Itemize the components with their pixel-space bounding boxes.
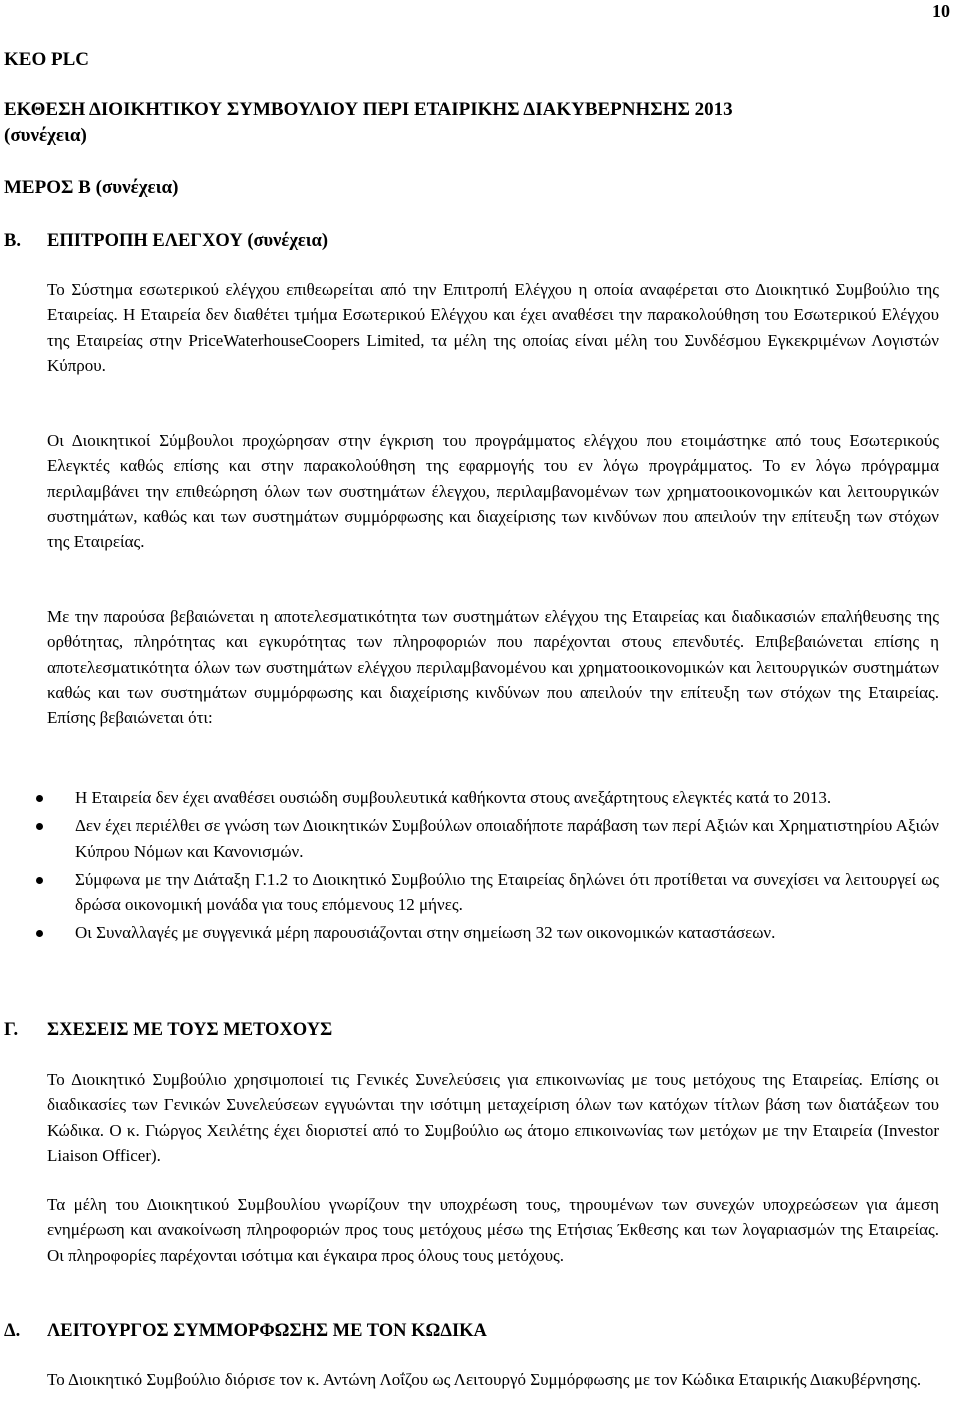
list-item-text: Η Εταιρεία δεν έχει αναθέσει ουσιώδη συμβουλευτικά καθήκοντα στους ανεξάρτητους ελεγκτές κατά το 2013. (75, 788, 832, 807)
list-item (0, 785, 960, 810)
section-d-title: ΛΕΙΤΟΥΡΓΟΣ ΣΥΜΜΟΡΦΩΣΗΣ ΜΕ ΤΟΝ ΚΩΔΙΚΑ (47, 1321, 487, 1341)
list-item (0, 920, 960, 945)
bullet-icon (36, 795, 43, 802)
list-item (0, 867, 960, 918)
section-d-paragraph-1: Το Διοικητικό Συμβούλιο διόρισε τον κ. Αντώνη Λοΐζου ως Λειτουργό Συμμόρφωσης με τον Κώδικα Εταιρικής Διακυβέρνησης. (47, 1370, 922, 1389)
list-item-text: Δεν έχει περιέλθει σε γνώση των Διοικητικών Συμβούλων οποιαδήποτε παράβαση των περί Αξιών και Χρηματιστηρίου Αξιών Κύπρου Νόμων και Κανονισμών. (75, 816, 939, 861)
bullet-icon (36, 823, 43, 830)
confirmation-list (0, 785, 960, 946)
section-g-paragraph-1: Το Διοικητικό Συμβούλιο χρησιμοποιεί τις Γενικές Συνελεύσεις για επικοινωνίας με τους μετόχους της Εταιρείας. Επίσης οι διαδικασίες των Γενικών Συνελεύσεων εγγυώνται την ισότιμη μεταχείριση όλων των κατόχων τίτλων βάση των διατάξεων του Κώδικα. Ο κ. Γιώργος Χειλέτης έχει διοριστεί από το Συμβούλιο ως άτομο επικοινωνίας των μετόχων με την Εταιρεία (Investor Liaison Officer). (47, 1070, 939, 1165)
section-g-paragraph-2: Τα μέλη του Διοικητικού Συμβουλίου γνωρίζουν την υποχρέωση τους, τηρουμένων των συνεχών υποχρεώσεων για άμεση ενημέρωση και ανακοίνωση πληροφοριών προς τους μετόχους μέσω της Ετήσιας Έκθεσης και των λογαριασμών της Εταιρείας. Οι πληροφορίες παρέχονται ισότιμα και έγκαιρα προς όλους τους μετόχους. (47, 1195, 939, 1265)
report-title: ΕΚΘΕΣΗ ΔΙΟΙΚΗΤΙΚΟΥ ΣΥΜΒΟΥΛΙΟΥ ΠΕΡΙ ΕΤΑΙΡΙΚΗΣ ΔΙΑΚΥΒΕΡΝΗΣΗΣ 2013 (4, 99, 733, 120)
section-b-paragraph-1: Το Σύστημα εσωτερικού ελέγχου επιθεωρείται από την Επιτροπή Ελέγχου η οποία αναφέρεται στο Διοικητικό Συμβούλιο της Εταιρείας. Η Εταιρεία δεν διαθέτει τμήμα Εσωτερικού Ελέγχου και έχει αναθέσει την παρακολούθηση του Εσωτερικού Ελέγχου της Εταιρείας στην PriceWaterhouseCoopers Limited, τα μέλη της οποίας είναι μέλη του Συνδέσμου Εγκεκριμένων Λογιστών Κύπρου. (47, 280, 939, 375)
section-b-title: ΕΠΙΤΡΟΠΗ ΕΛΕΓΧΟΥ (συνέχεια) (47, 231, 328, 251)
list-item (0, 813, 960, 864)
bullet-icon (36, 930, 43, 937)
section-g-title: ΣΧΕΣΕΙΣ ΜΕ ΤΟΥΣ ΜΕΤΟΧΟΥΣ (47, 1020, 333, 1040)
page-number: 10 (932, 1, 950, 21)
section-d-letter: Δ. (4, 1321, 21, 1341)
list-item-text: Σύμφωνα με την Διάταξη Γ.1.2 το Διοικητικό Συμβούλιο της Εταιρείας δηλώνει ότι προτίθεται να συνεχίσει να λειτουργεί ως δρώσα οικονομική μονάδα για τους επόμενους 12 μήνες. (75, 869, 939, 915)
list-item-text: Οι Συναλλαγές με συγγενικά μέρη παρουσιάζονται στην σημείωση 32 των οικονομικών καταστάσεων. (75, 923, 776, 943)
company-name: KEO PLC (4, 49, 89, 70)
bullet-icon (36, 877, 43, 884)
report-title-continued: (συνέχεια) (4, 125, 87, 146)
section-b-paragraph-3: Με την παρούσα βεβαιώνεται η αποτελεσματικότητα των συστημάτων ελέγχου της Εταιρείας και διαδικασιών επαλήθευσης της ορθότητας, πληρότητας και εγκυρότητας των πληροφοριών που παρέχονται στους επενδυτές. Επιβεβαιώνεται επίσης η αποτελεσματικότητα όλων των συστημάτων ελέγχου περιλαμβανομένου και χρηματοοικονομικών και λειτουργικών συστημάτων καθώς και των συστημάτων συμμόρφωσης και διαχείρισης κινδύνων που απειλούν την επίτευξη των στόχων της Εταιρείας. Επίσης βεβαιώνεται ότι: (47, 607, 939, 728)
section-g-letter: Γ. (4, 1020, 19, 1040)
section-b-letter: Β. (4, 231, 21, 251)
part-heading: ΜΕΡΟΣ Β (συνέχεια) (4, 177, 179, 198)
section-b-paragraph-2: Οι Διοικητικοί Σύμβουλοι προχώρησαν στην έγκριση του προγράμματος ελέγχου που ετοιμάστηκε από τους Εσωτερικούς Ελεγκτές καθώς επίσης και στην παρακολούθηση της εφαρμογής του εν λόγω προγράμματος. Το εν λόγω πρόγραμμα περιλαμβάνει την επιθεώρηση όλων των συστημάτων έλεγχου, περιλαμβανομένων των χρηματοοικονομικών και λειτουργικών συστημάτων, καθώς και των συστημάτων συμμόρφωσης και διαχείρισης των κινδύνων που απειλούν την επίτευξη των στόχων της Εταιρείας. (47, 431, 939, 552)
